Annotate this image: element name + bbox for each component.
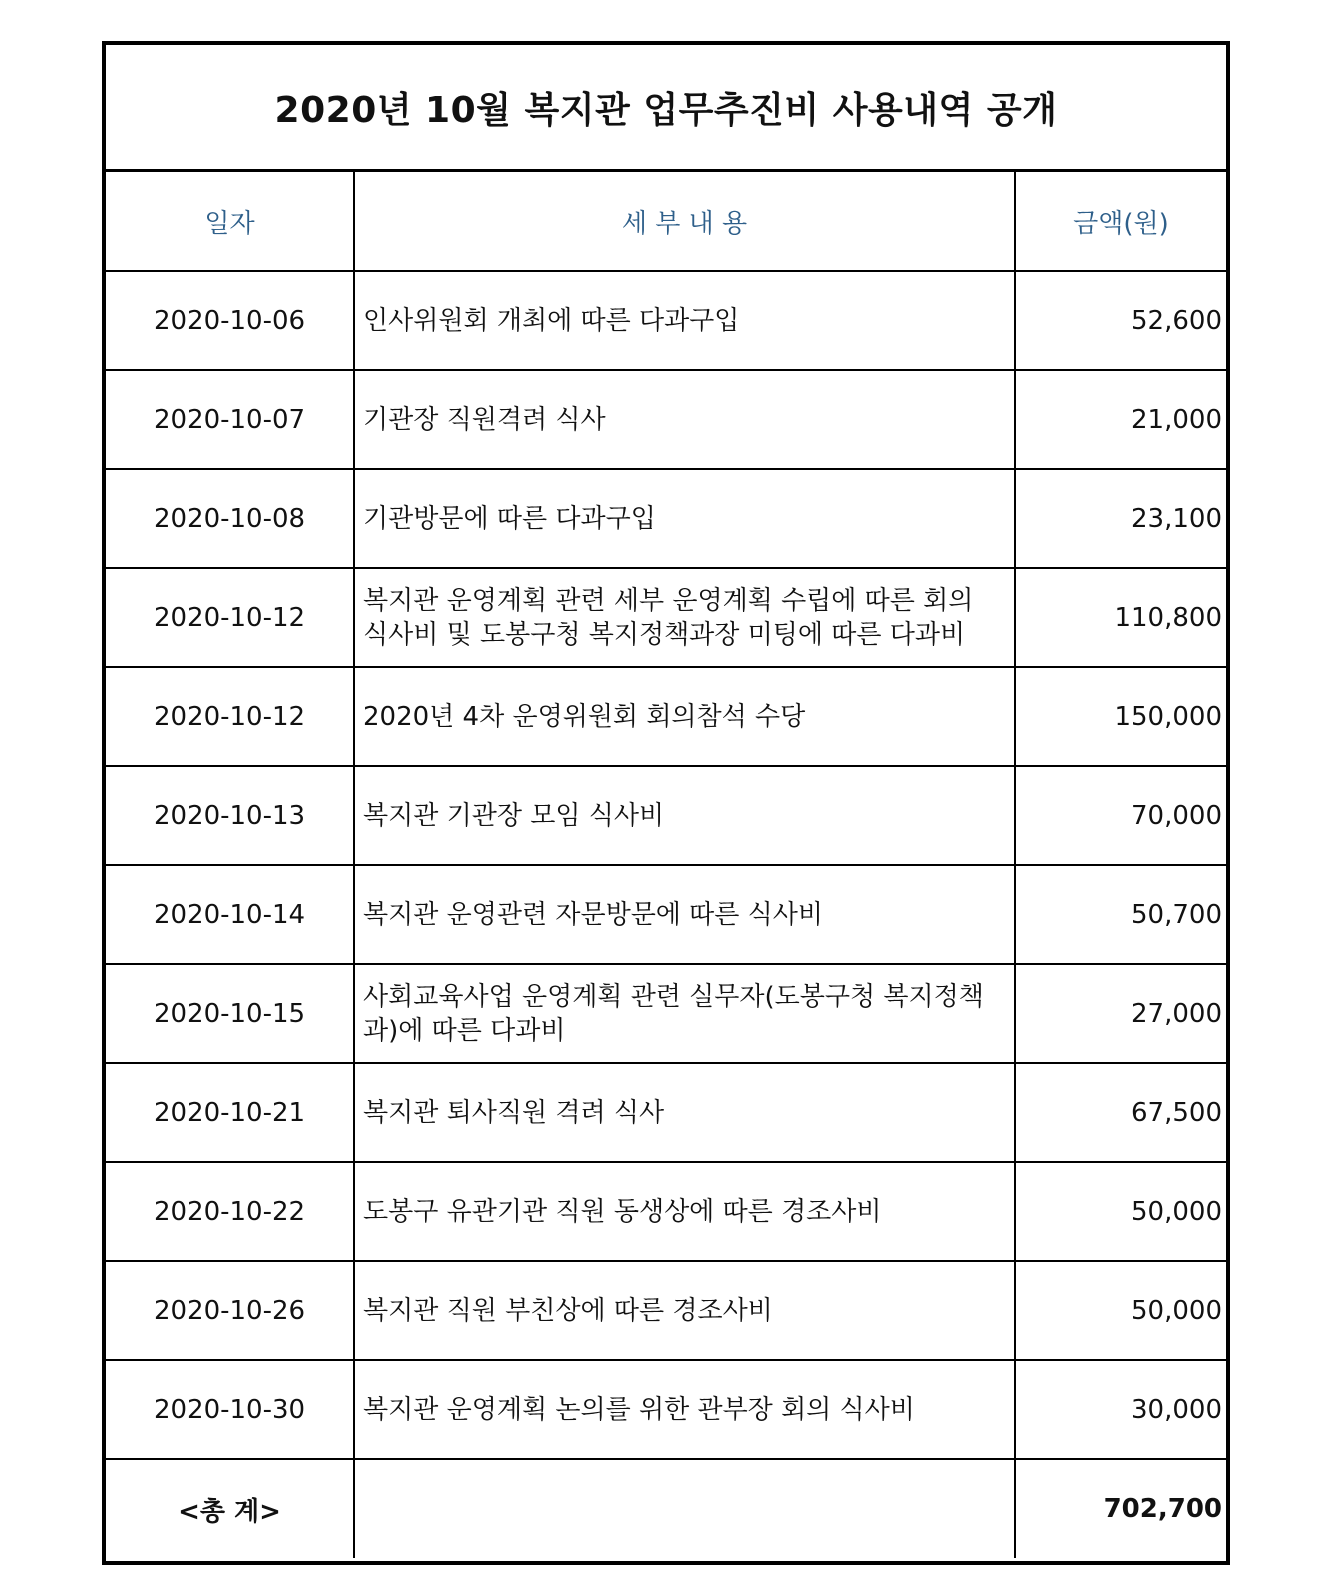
row-amount: 67,500 bbox=[1015, 1063, 1226, 1162]
header-amount: 금액(원) bbox=[1015, 172, 1226, 271]
table-row bbox=[106, 1360, 1226, 1459]
total-row bbox=[106, 1459, 1226, 1558]
row-amount: 50,000 bbox=[1015, 1261, 1226, 1360]
row-date: 2020-10-12 bbox=[106, 568, 354, 667]
row-date: 2020-10-12 bbox=[106, 667, 354, 766]
expense-report-sheet bbox=[102, 41, 1230, 1565]
row-amount: 70,000 bbox=[1015, 766, 1226, 865]
row-description: 기관장 직원격려 식사 bbox=[354, 370, 1015, 469]
row-amount: 30,000 bbox=[1015, 1360, 1226, 1459]
row-amount: 27,000 bbox=[1015, 964, 1226, 1063]
table-row bbox=[106, 568, 1226, 667]
page-title: 2020년 10월 복지관 업무추진비 사용내역 공개 bbox=[274, 89, 1058, 131]
table-row bbox=[106, 1162, 1226, 1261]
row-description: 복지관 기관장 모임 식사비 bbox=[354, 766, 1015, 865]
row-date: 2020-10-07 bbox=[106, 370, 354, 469]
row-date: 2020-10-08 bbox=[106, 469, 354, 568]
row-date: 2020-10-14 bbox=[106, 865, 354, 964]
table-row bbox=[106, 370, 1226, 469]
row-amount: 21,000 bbox=[1015, 370, 1226, 469]
row-description: 도봉구 유관기관 직원 동생상에 따른 경조사비 bbox=[354, 1162, 1015, 1261]
row-description: 복지관 퇴사직원 격려 식사 bbox=[354, 1063, 1015, 1162]
row-description: 기관방문에 따른 다과구입 bbox=[354, 469, 1015, 568]
table-row bbox=[106, 271, 1226, 370]
header-description: 세 부 내 용 bbox=[354, 172, 1015, 271]
table-row bbox=[106, 469, 1226, 568]
row-description: 복지관 운영계획 논의를 위한 관부장 회의 식사비 bbox=[354, 1360, 1015, 1459]
table-row bbox=[106, 766, 1226, 865]
row-description: 2020년 4차 운영위원회 회의참석 수당 bbox=[354, 667, 1015, 766]
row-date: 2020-10-15 bbox=[106, 964, 354, 1063]
table-header-row bbox=[106, 172, 1226, 271]
total-description bbox=[354, 1459, 1015, 1558]
table-row bbox=[106, 1261, 1226, 1360]
table-row bbox=[106, 865, 1226, 964]
title-row bbox=[106, 45, 1226, 172]
row-date: 2020-10-13 bbox=[106, 766, 354, 865]
row-date: 2020-10-22 bbox=[106, 1162, 354, 1261]
table-row bbox=[106, 1063, 1226, 1162]
expense-table-body bbox=[106, 172, 1226, 1558]
row-date: 2020-10-06 bbox=[106, 271, 354, 370]
row-amount: 50,000 bbox=[1015, 1162, 1226, 1261]
row-description: 복지관 운영관련 자문방문에 따른 식사비 bbox=[354, 865, 1015, 964]
row-amount: 23,100 bbox=[1015, 469, 1226, 568]
row-description: 복지관 직원 부친상에 따른 경조사비 bbox=[354, 1261, 1015, 1360]
row-amount: 50,700 bbox=[1015, 865, 1226, 964]
row-description: 인사위원회 개최에 따른 다과구입 bbox=[354, 271, 1015, 370]
row-amount: 110,800 bbox=[1015, 568, 1226, 667]
row-date: 2020-10-30 bbox=[106, 1360, 354, 1459]
expense-table bbox=[106, 172, 1226, 1558]
row-date: 2020-10-21 bbox=[106, 1063, 354, 1162]
row-description: 사회교육사업 운영계획 관련 실무자(도봉구청 복지정책과)에 따른 다과비 bbox=[354, 964, 1015, 1063]
table-row bbox=[106, 964, 1226, 1063]
total-label: <총 계> bbox=[106, 1459, 354, 1558]
row-description: 복지관 운영계획 관련 세부 운영계획 수립에 따른 회의 식사비 및 도봉구청 복지정책과장 미팅에 따른 다과비 bbox=[354, 568, 1015, 667]
row-date: 2020-10-26 bbox=[106, 1261, 354, 1360]
total-amount: 702,700 bbox=[1103, 1494, 1222, 1524]
row-amount: 52,600 bbox=[1015, 271, 1226, 370]
row-amount: 150,000 bbox=[1015, 667, 1226, 766]
table-row bbox=[106, 667, 1226, 766]
header-date: 일자 bbox=[106, 172, 354, 271]
